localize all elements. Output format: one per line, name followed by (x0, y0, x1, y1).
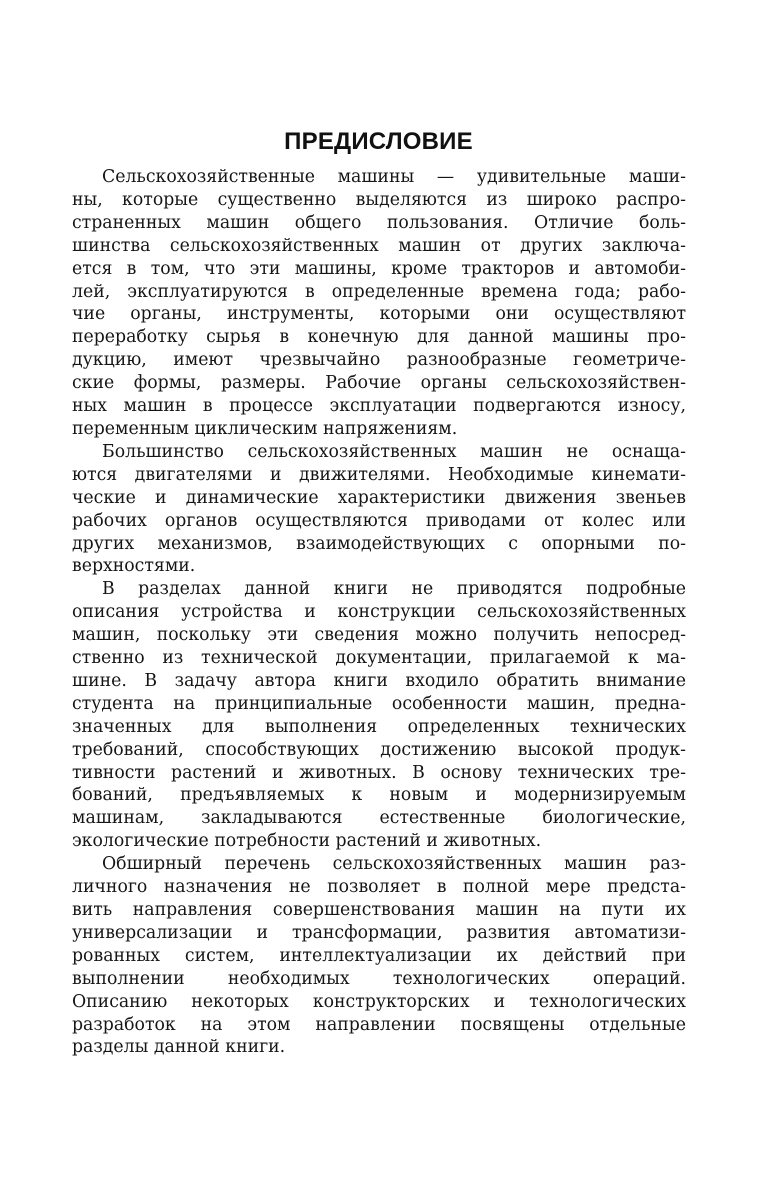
text-line: ственно из технической документации, прилагаемой к ма- (72, 648, 686, 669)
text-line: ются двигателями и движителями. Необходимые кинемати- (72, 464, 686, 485)
text-line: страненных машин общего пользования. Отличие боль- (72, 212, 686, 233)
text-line: требований, способствующих достижению высокой продук- (72, 739, 686, 760)
text-line: Большинство сельскохозяйственных машин не оснаща- (102, 441, 686, 462)
text-line: студента на принципиальные особенности машин, предна- (72, 693, 686, 714)
paragraph-2 (72, 441, 686, 578)
text-line: верхностями. (72, 556, 196, 577)
page-heading: ПРЕДИСЛОВИЕ (284, 128, 473, 155)
text-line: других механизмов, взаимодействующих с опорными по- (72, 533, 686, 554)
text-line: разработок на этом направлении посвящены отдельные (72, 1014, 686, 1035)
text-line: переменным циклическим напряжениям. (72, 418, 458, 439)
paragraph-1 (72, 166, 686, 441)
paragraph-3 (72, 578, 686, 853)
text-line: шинства сельскохозяйственных машин от других заключа- (72, 235, 686, 256)
text-line: рованных систем, интеллектуализации их действий при (72, 945, 686, 966)
text-line: вить направления совершенствования машин на пути их (72, 900, 686, 920)
text-line: ские формы, размеры. Рабочие органы сельскохозяйствен- (72, 373, 686, 394)
text-line: переработку сырья в конечную для данной машины про- (72, 327, 686, 348)
text-line: универсализации и трансформации, развития автоматизи- (72, 922, 686, 943)
text-line: ческие и динамические характеристики движения звеньев (72, 487, 686, 508)
paragraph-4 (72, 853, 686, 1059)
text-line: ных машин в процессе эксплуатации подвергаются износу, (72, 396, 686, 417)
text-line: машин, поскольку эти сведения можно получить непосред- (72, 625, 686, 646)
text-line: значенных для выполнения определенных технических (72, 716, 686, 737)
text-line: В разделах данной книги не приводятся подробные (102, 579, 686, 600)
text-line: тивности растений и животных. В основу технических тре- (72, 762, 686, 783)
text-line: экологические потребности растений и животных. (72, 831, 542, 852)
text-line: Описанию некоторых конструкторских и технологических (72, 991, 686, 1012)
text-line: описания устройства и конструкции сельскохозяйственных (72, 602, 686, 623)
preface-body (72, 166, 686, 1059)
text-line: ется в том, что эти машины, кроме тракторов и автомоби- (72, 258, 686, 279)
text-line: личного назначения не позволяет в полной мере предста- (72, 877, 686, 898)
text-line: шине. В задачу автора книги входило обратить внимание (72, 670, 686, 691)
text-line: выполнении необходимых технологических операций. (72, 968, 686, 989)
text-line: рабочих органов осуществляются приводами от колес или (72, 510, 686, 531)
text-line: Сельскохозяйственные машины — удивительные маши- (102, 167, 686, 187)
text-line: дукцию, имеют чрезвычайно разнообразные геометриче- (72, 350, 686, 371)
text-line: ны, которые существенно выделяются из широко распро- (72, 189, 686, 210)
text-line: Обширный перечень сельскохозяйственных машин раз- (102, 854, 686, 875)
text-line: машинам, закладываются естественные биологические, (72, 808, 686, 829)
text-line: разделы данной книги. (72, 1037, 286, 1058)
text-line: чие органы, инструменты, которыми они осуществляют (72, 304, 686, 325)
text-line: лей, эксплуатируются в определенные времена года; рабо- (72, 281, 686, 302)
text-line: бований, предъявляемых к новым и модернизируемым (72, 785, 686, 806)
